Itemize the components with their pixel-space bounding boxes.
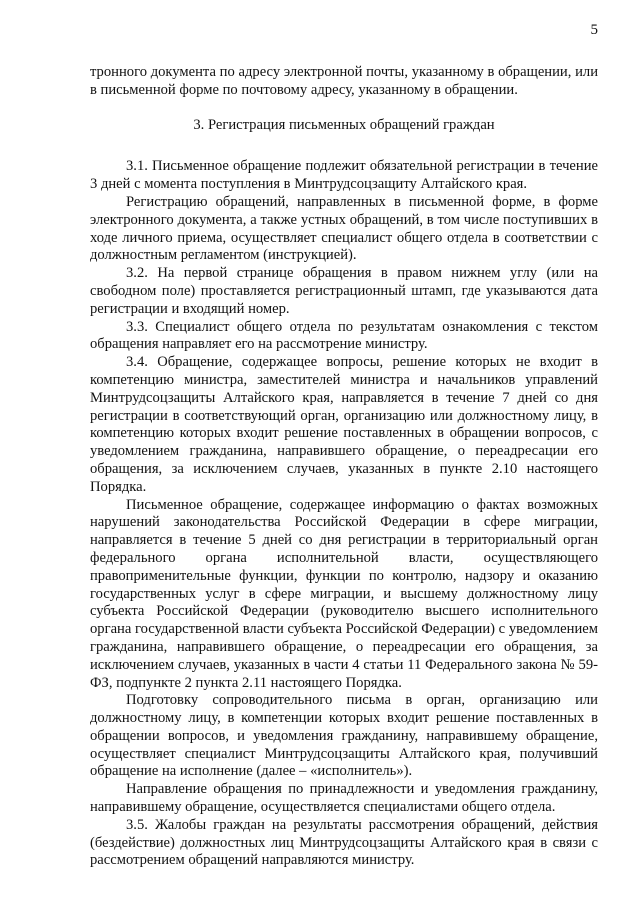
paragraph-migration: Письменное обращение, содержащее информацию о фактах возможных нарушений законодательства Российской Федерации в сфере миграции, направляется в течение 5 дней со дня регистрации в территориальный орган федерального органа исполнительной власти, осуществляющего правоприменительные функции, функции по контролю, надзору и оказанию государственных услуг в сфере миграции, и высшему должностному лицу субъекта Российской Федерации (руководителю высшего исполнительного органа государственной власти субъекта Российской Федерации) с уведомлением гражданина, направившего обращение, о переадресации его обращения, за исключением случаев, указанных в части 4 статьи 11 Федерального закона № 59-ФЗ, подпункте 2 пункта 2.11 настоящего Порядка.: [90, 496, 598, 691]
paragraph-3-1: 3.1. Письменное обращение подлежит обязательной регистрации в течение 3 дней с момента поступления в Минтрудсоцзащиту Алтайского края.: [90, 158, 598, 193]
page-number: 5: [590, 22, 598, 38]
paragraph-3-4: 3.4. Обращение, содержащее вопросы, решение которых не входит в компетенцию министра, заместителей министра и начальников управлений Минтрудсоцзащиты Алтайского края, направляется в течение 7 дней со дня регистрации в соответствующий орган, организацию или должностному лицу, в компетенцию которых входит решение поставленных в обращении вопросов, с уведомлением гражданина, направившего обращение, о переадресации его обращения, за исключением случаев, указанных в пункте 2.10 настоящего Порядка.: [90, 354, 598, 495]
paragraph-3-5: 3.5. Жалобы граждан на результаты рассмотрения обращений, действия (бездействие) должностных лиц Минтрудсоцзащиты Алтайского края в связи с рассмотрением обращений направляются министру.: [90, 816, 598, 869]
intro-paragraph: тронного документа по адресу электронной почты, указанному в обращении, или в письменной форме по почтовому адресу, указанному в обращении.: [90, 64, 598, 98]
section-title: 3. Регистрация письменных обращений граждан: [193, 116, 495, 133]
document-body: [90, 64, 598, 870]
paragraph-registration: Регистрацию обращений, направленных в письменной форме, в форме электронного документа, а также устных обращений, в том числе поступивших в ходе личного приема, осуществляет специалист общего отдела в соответствии с должностным регламентом (инструкцией).: [90, 193, 598, 264]
paragraph-3-3: 3.3. Специалист общего отдела по результатам ознакомления с текстом обращения направляет его на рассмотрение министру.: [90, 318, 598, 353]
paragraph-3-2: 3.2. На первой странице обращения в правом нижнем углу (или на свободном поле) проставляется регистрационный штамп, где указываются дата регистрации и входящий номер.: [90, 265, 598, 317]
paragraph-cover-letter: Подготовку сопроводительного письма в орган, организацию или должностному лицу, в компетенции которых входит решение поставленных в обращении вопросов, и уведомления гражданину, направившему обращение, осуществляет специалист Минтрудсоцзащиты Алтайского края, получивший обращение на исполнение (далее – «исполнитель»).: [90, 692, 598, 780]
paragraph-forwarding: Направление обращения по принадлежности и уведомления гражданину, направившему обращение, осуществляется специалистами общего отдела.: [90, 781, 598, 816]
